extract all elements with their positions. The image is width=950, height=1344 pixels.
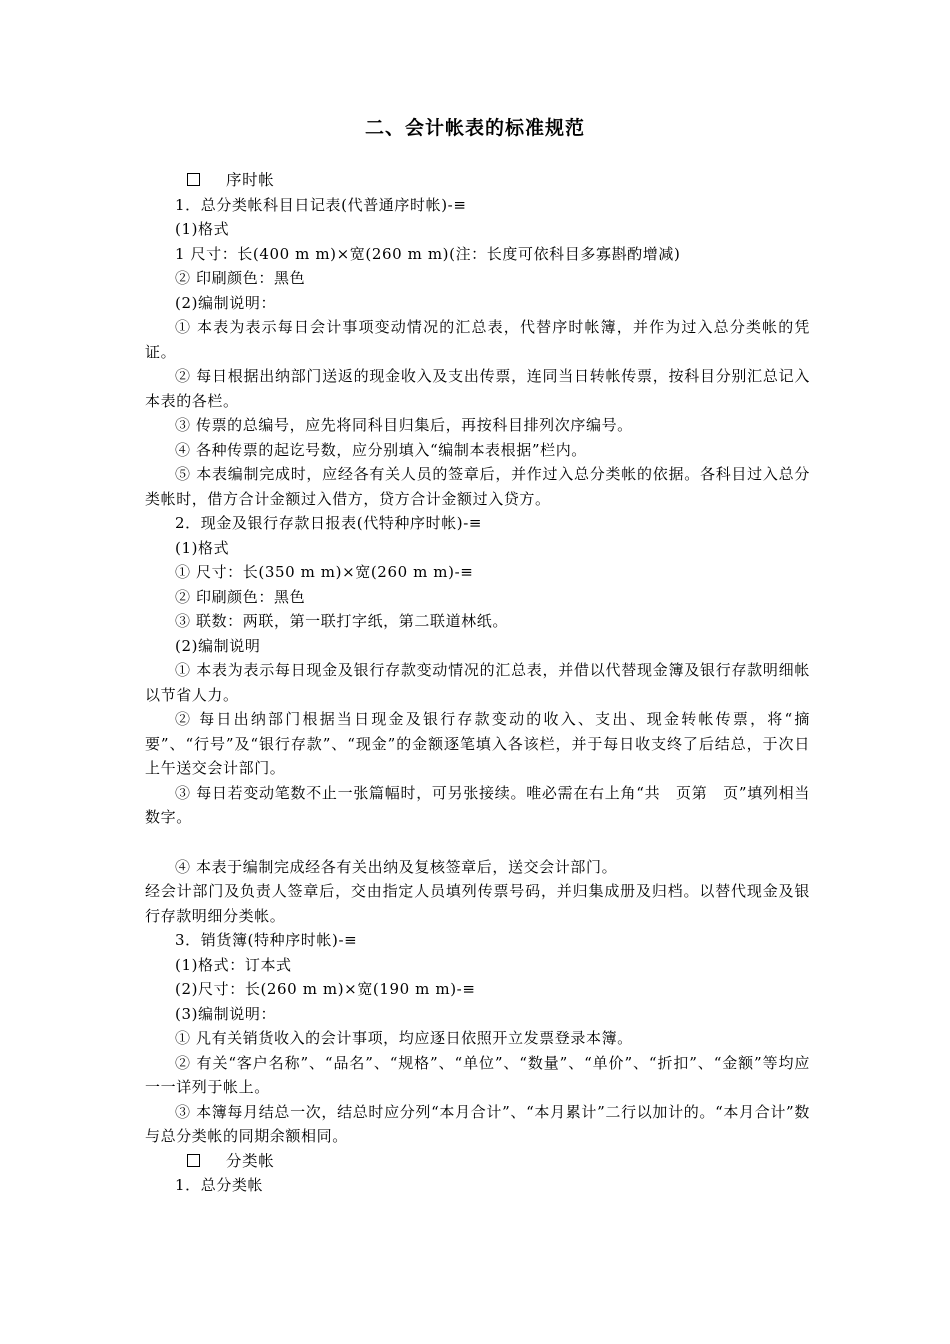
sub-heading: (2)编制说明： (175, 293, 277, 312)
paragraph: ③ 本簿每月结总一次，结总时应分列“本月合计”、“本月累计”二行以加计的。“本月合计”数与总分类帐的同期余额相同。 (145, 1102, 810, 1145)
section-heading-journal (145, 168, 810, 193)
checkbox-square-icon (187, 173, 200, 186)
item-heading: 1．总分类帐 (175, 1176, 264, 1194)
list-item: ④ 各种传票的起讫号数，应分别填入“编制本表根据”栏内。 (175, 440, 587, 459)
paragraph: ① 本表为表示每日现金及银行存款变动情况的汇总表，并借以代替现金簿及银行存款明细帐以节省人力。 (145, 661, 810, 704)
list-item: ② 印刷颜色：黑色 (175, 269, 306, 287)
sub-heading: (2)编制说明 (175, 636, 261, 655)
section-heading-label: 分类帐 (226, 1151, 275, 1170)
list-item: ① 凡有关销货收入的会计事项，均应逐日依照开立发票登录本簿。 (175, 1029, 633, 1047)
sub-heading: (2)尺寸：长(260 m m)×宽(190 m m)-≡ (175, 980, 476, 998)
sub-heading: (1)格式：订本式 (175, 955, 292, 974)
sub-heading: (3)编制说明： (175, 1004, 277, 1023)
page-title: 二、会计帐表的标准规范 (364, 117, 585, 139)
list-item: ③ 传票的总编号，应先将同科目归集后，再按科目排列次序编号。 (175, 416, 633, 434)
item-heading: 3．销货簿(特种序时帐)-≡ (175, 931, 358, 949)
section-heading-label: 序时帐 (226, 171, 275, 189)
sub-heading: (1)格式 (175, 538, 230, 557)
list-item: 1 尺寸：长(400 m m)×宽(260 m m)(注：长度可依科目多寡斟酌增减) (175, 244, 681, 263)
paragraph: ② 有关“客户名称”、“品名”、“规格”、“单位”、“数量”、“单价”、“折扣”、“金额”等均应一一详列于帐上。 (145, 1053, 810, 1096)
paragraph: ② 每日根据出纳部门送返的现金收入及支出传票，连同当日转帐传票，按科目分别汇总记入本表的各栏。 (145, 367, 810, 410)
document-body (145, 168, 810, 1198)
paragraph: ② 每日出纳部门根据当日现金及银行存款变动的收入、支出、现金转帐传票，将“摘要”、“行号”及“银行存款”、“现金”的金额逐笔填入各该栏，并于每日收支终了后结总，于次日上午送交会计部门。 (145, 710, 810, 777)
checkbox-square-icon (187, 1154, 200, 1167)
list-item: ② 印刷颜色：黑色 (175, 587, 306, 606)
item-heading: 1．总分类帐科目日记表(代普通序时帐)-≡ (175, 195, 467, 214)
paragraph: 经会计部门及负责人签章后，交由指定人员填列传票号码，并归集成册及归档。以替代现金及银行存款明细分类帐。 (145, 882, 810, 925)
paragraph: ⑤ 本表编制完成时，应经各有关人员的签章后，并作过入总分类帐的依据。各科目过入总分类帐时，借方合计金额过入借方，贷方合计金额过入贷方。 (145, 465, 810, 508)
paragraph: ① 本表为表示每日会计事项变动情况的汇总表，代替序时帐簿，并作为过入总分类帐的凭证。 (145, 318, 810, 361)
blank-line (145, 830, 810, 855)
list-item: ④ 本表于编制完成经各有关出纳及复核签章后，送交会计部门。 (175, 857, 618, 876)
section-heading-ledger (145, 1149, 810, 1174)
paragraph: ③ 每日若变动笔数不止一张篇幅时，可另张接续。唯必需在右上角“共 页第 页”填列相当数字。 (145, 783, 810, 826)
item-heading: 2．现金及银行存款日报表(代特种序时帐)-≡ (175, 514, 483, 532)
sub-heading: (1)格式 (175, 220, 230, 238)
list-item: ③ 联数：两联，第一联打字纸，第二联道林纸。 (175, 612, 508, 630)
list-item: ① 尺寸：长(350 m m)×宽(260 m m)-≡ (175, 563, 474, 581)
